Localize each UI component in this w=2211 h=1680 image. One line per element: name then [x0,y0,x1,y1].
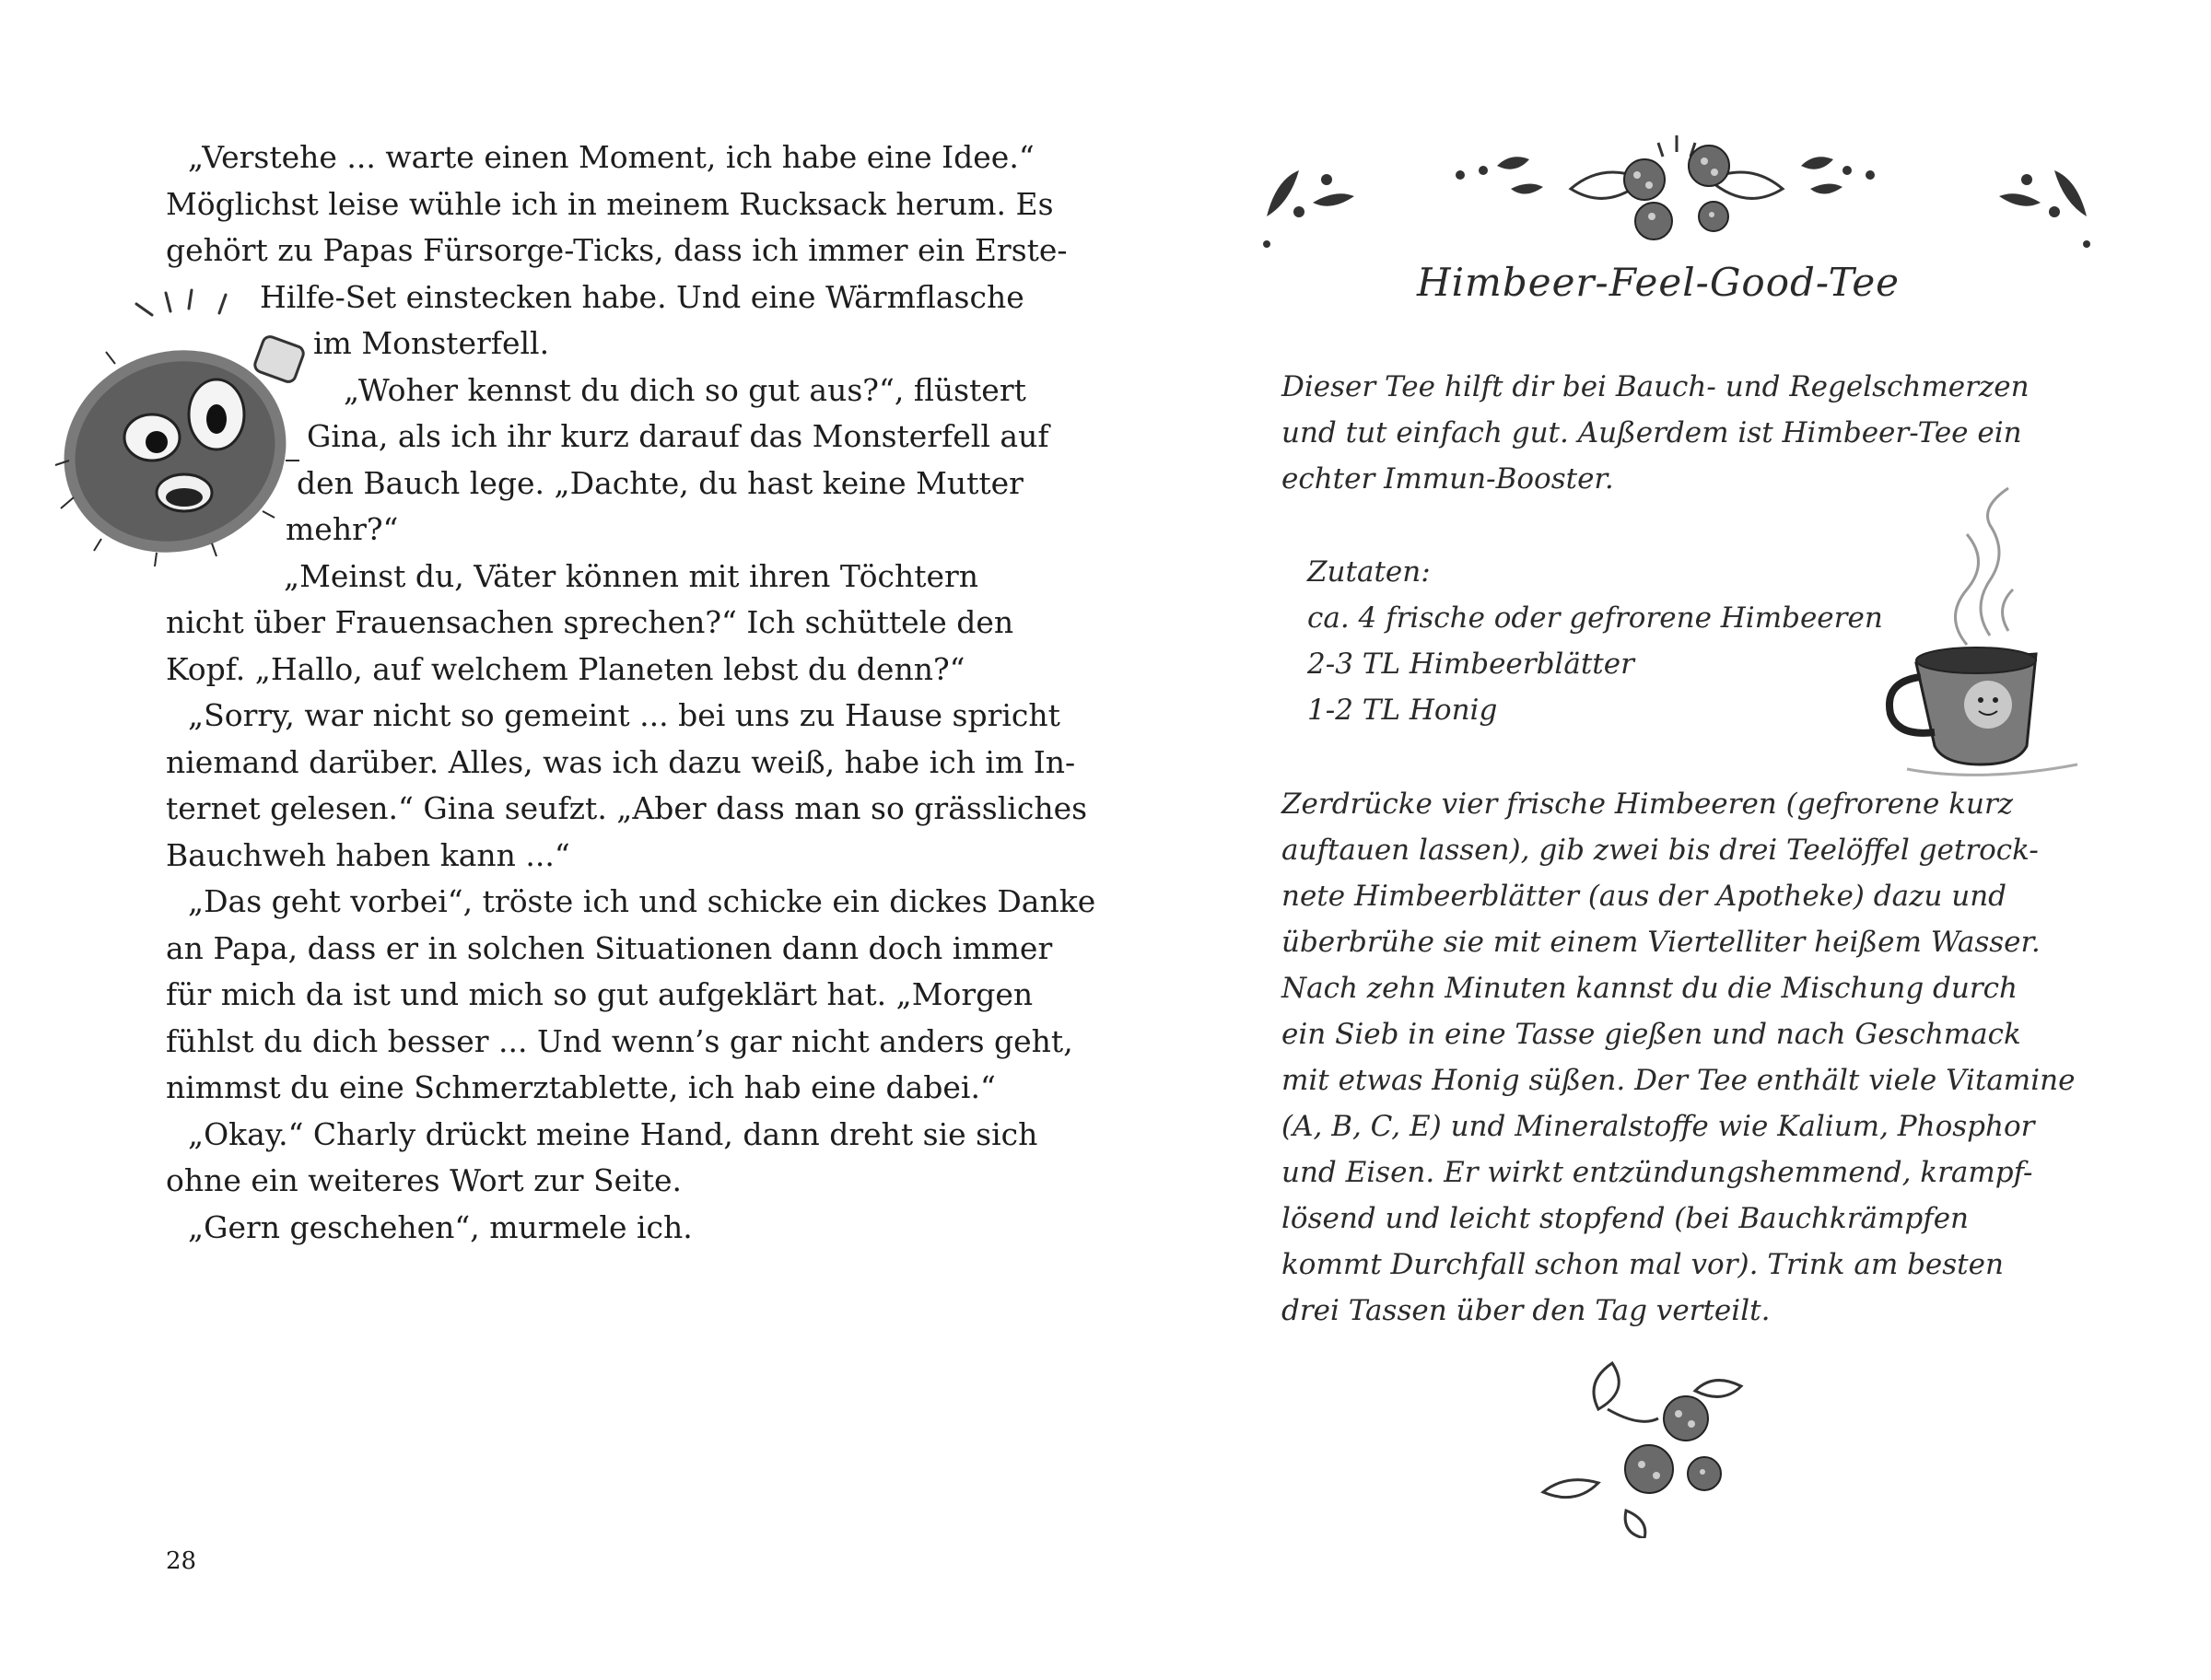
story-line: „Sorry, war nicht so gemeint ... bei uns zu Hause spricht [188,697,1060,733]
raspberry-ornament-top [1258,124,2096,262]
teacup-illustration [1879,470,2091,783]
method-line: ein Sieb in eine Tasse gießen und nach Geschmack [1281,1018,2021,1051]
story-line: „Gern geschehen“, murmele ich. [188,1208,693,1245]
story-line: „Verstehe ... warte einen Moment, ich habe eine Idee.“ [188,139,1035,175]
story-text-wrapped [313,321,947,368]
method-line: lösend und leicht stopfend (bei Bauchkrämpfen [1281,1202,1970,1235]
method-line: (A, B, C, E) und Mineralstoffe wie Kalium, Phosphor [1281,1110,2035,1143]
ingredient-item: ca. 4 frische oder gefrorene Himbeeren [1307,601,1883,635]
raspberry-ornament-bottom [1529,1354,1769,1538]
method-line: nete Himbeerblätter (aus der Apotheke) dazu und [1281,880,2007,913]
method-line: drei Tassen über den Tag verteilt. [1281,1294,1771,1327]
method-line: kommt Durchfall schon mal vor). Trink am besten [1281,1248,2004,1281]
story-line: „Meinst du, Väter können mit ihren Töchtern [284,557,979,594]
story-line: mehr?“ [286,511,399,547]
story-line: Hilfe-Set einstecken habe. Und eine Wärmflasche [260,278,1024,315]
recipe-title: Himbeer-Feel-Good-Tee [1416,260,1901,305]
story-text-wrapped [307,368,1049,461]
story-text-wrapped [297,461,1024,508]
story-line: „Woher kennst du dich so gut aus?“, flüstert [344,371,1026,408]
ingredient-item: 2-3 TL Himbeerblätter [1307,648,1634,681]
story-line: im Monsterfell. [313,325,550,361]
story-line: „Okay.“ Charly drückt meine Hand, dann dreht sie sich [188,1115,1038,1152]
story-line: Möglichst leise wühle ich in meinem Rucksack herum. Es [166,185,1054,222]
story-line: den Bauch lege. „Dachte, du hast keine Mutter [297,464,1024,501]
ingredients-heading: Zutaten: [1307,555,1431,589]
story-line: nicht über Frauensachen sprechen?“ Ich schüttele den [166,604,1014,640]
recipe-intro-line: und tut einfach gut. Außerdem ist Himbeer-Tee ein [1281,416,2022,449]
method-line: und Eisen. Er wirkt entzündungshemmend, krampf- [1281,1156,2033,1189]
method-line: Zerdrücke vier frische Himbeeren (gefrorene kurz [1281,788,2014,821]
story-line: Gina, als ich ihr kurz darauf das Monsterfell auf [307,418,1049,454]
method-line: auftauen lassen), gib zwei bis drei Teelöffel getrock- [1281,834,2039,867]
story-line: „Das geht vorbei“, tröste ich und schicke ein dickes Danke [188,883,1096,919]
story-line: fühlst du dich besser ... Und wenn’s gar nicht anders geht, [166,1022,1073,1059]
story-text-bottom [166,600,1096,1251]
story-line: ohne ein weiteres Wort zur Seite. [166,1162,683,1198]
story-line: Bauchweh haben kann ...“ [166,836,570,873]
story-text-wrapped [276,554,979,601]
recipe-intro-line: Dieser Tee hilft dir bei Bauch- und Regelschmerzen [1281,370,2030,403]
ingredient-item: 1-2 TL Honig [1307,694,1498,727]
story-text-wrapped [286,507,947,554]
story-line: nimmst du eine Schmerztablette, ich hab eine dabei.“ [166,1069,996,1105]
story-line: niemand darüber. Alles, was ich dazu weiß, habe ich im In- [166,743,1076,780]
page-number: 28 [166,1547,197,1575]
story-line: ternet gelesen.“ Gina seufzt. „Aber dass man so grässliches [166,790,1088,826]
story-line: für mich da ist und mich so gut aufgeklärt hat. „Morgen [166,976,1034,1012]
story-line: gehört zu Papas Fürsorge-Ticks, dass ich immer ein Erste- [166,232,1068,268]
story-line: Kopf. „Hallo, auf welchem Planeten lebst du denn?“ [166,650,965,687]
method-line: überbrühe sie mit einem Viertelliter heißem Wasser. [1281,926,2041,959]
method-line: mit etwas Honig süßen. Der Tee enthält viele Vitamine [1281,1064,2076,1097]
story-text-top [166,134,1068,274]
method-line: Nach zehn Minuten kannst du die Mischung durch [1281,972,2018,1005]
recipe-intro-line: echter Immun-Booster. [1281,462,1614,496]
story-text-wrapped [260,274,1024,321]
story-line: an Papa, dass er in solchen Situationen dann doch immer [166,929,1053,966]
